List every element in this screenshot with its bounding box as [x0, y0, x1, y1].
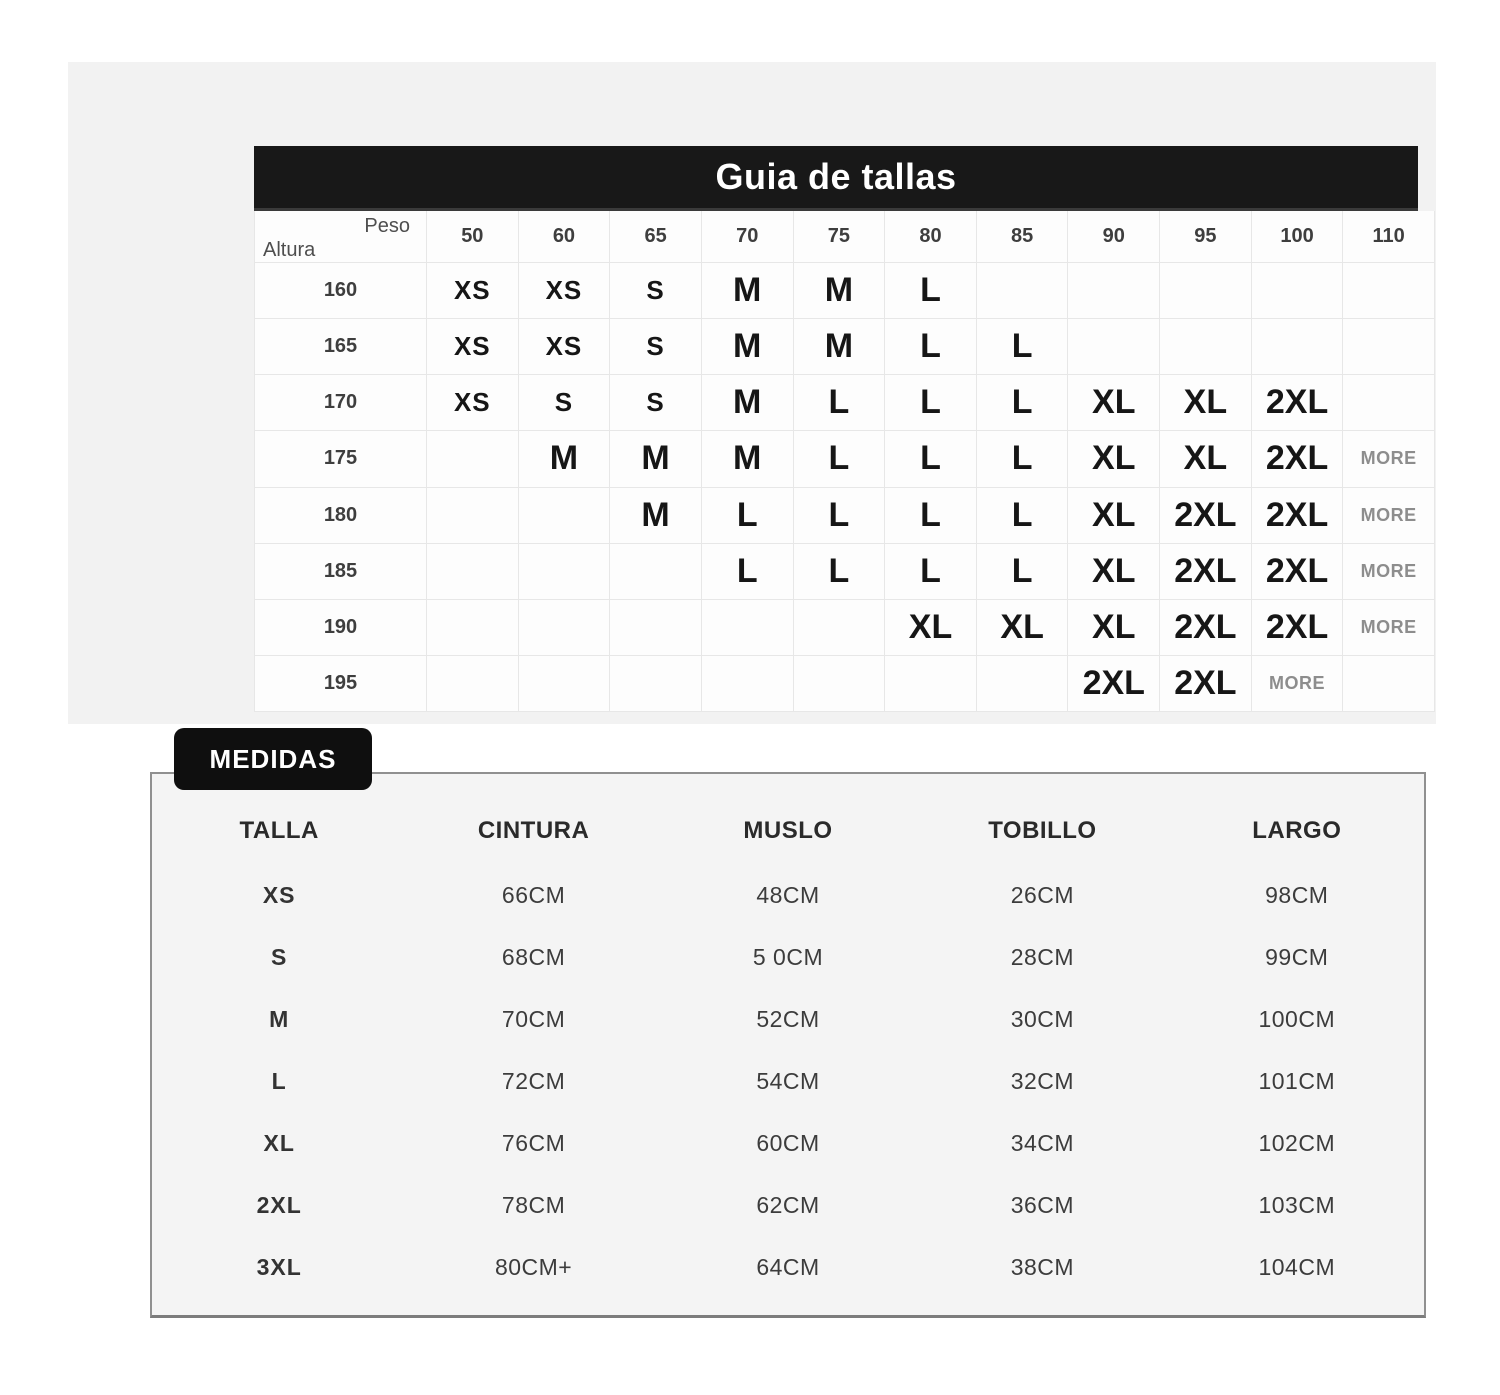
weight-header: 70: [702, 211, 794, 263]
measure-cell: 70CM: [501, 1005, 566, 1032]
size-cell: XS: [427, 319, 519, 375]
size-cell: L: [794, 488, 886, 544]
size-cell-empty: [427, 656, 519, 712]
size-cell-empty: [702, 656, 794, 712]
size-cell-empty: [1343, 263, 1435, 319]
size-cell: S: [610, 319, 702, 375]
measure-header: TALLA: [239, 817, 319, 844]
size-cell-empty: [519, 656, 611, 712]
weight-header: 80: [885, 211, 977, 263]
size-guide-title-bar: [254, 146, 1418, 208]
size-cell: L: [794, 431, 886, 487]
talla-cell: M: [269, 1005, 290, 1032]
size-cell-empty: [794, 600, 886, 656]
talla-cell: S: [271, 943, 288, 970]
size-cell: L: [794, 375, 886, 431]
measure-cell: 62CM: [756, 1191, 820, 1218]
size-cell: XL: [1160, 375, 1252, 431]
measure-cell: 28CM: [1010, 943, 1075, 970]
size-cell-empty: [1068, 319, 1160, 375]
size-cell: 2XL: [1068, 656, 1160, 712]
size-cell: XL: [1068, 544, 1160, 600]
size-cell: M: [702, 431, 794, 487]
size-cell: 2XL: [1252, 375, 1344, 431]
measure-header: MUSLO: [743, 817, 833, 844]
size-cell: 2XL: [1252, 600, 1344, 656]
size-cell-empty: [610, 600, 702, 656]
altura-axis-label: Altura: [263, 239, 316, 261]
size-cell: S: [610, 263, 702, 319]
size-cell: XS: [519, 319, 611, 375]
size-cell-empty: [1068, 263, 1160, 319]
weight-header: 50: [427, 211, 519, 263]
size-cell: 2XL: [1252, 431, 1344, 487]
height-label: 190: [255, 600, 427, 656]
peso-axis-label: Peso: [364, 215, 410, 237]
measurements-table: [152, 798, 1424, 1298]
measure-cell: 52CM: [756, 1005, 820, 1032]
measure-cell: 68CM: [501, 943, 566, 970]
size-cell: L: [977, 319, 1069, 375]
corner-cell: [255, 211, 427, 263]
weight-header: 85: [977, 211, 1069, 263]
size-cell-empty: [427, 600, 519, 656]
measure-cell: 100CM: [1258, 1005, 1336, 1032]
size-cell: L: [885, 375, 977, 431]
size-chart-grid: [254, 211, 1435, 712]
size-cell: XS: [427, 263, 519, 319]
size-cell: L: [702, 544, 794, 600]
height-label: 175: [255, 431, 427, 487]
size-cell: MORE: [1343, 431, 1435, 487]
size-cell: XL: [1160, 431, 1252, 487]
measure-cell: 103CM: [1258, 1191, 1336, 1218]
size-cell: M: [610, 431, 702, 487]
size-cell: M: [794, 319, 886, 375]
measure-cell: 54CM: [756, 1067, 820, 1094]
size-cell: L: [702, 488, 794, 544]
size-cell: M: [702, 375, 794, 431]
measurements-tag-label: MEDIDAS: [209, 743, 337, 774]
measure-cell: 48CM: [756, 881, 820, 908]
weight-header: 110: [1343, 211, 1435, 263]
measure-cell: 64CM: [756, 1253, 820, 1280]
size-cell: XL: [1068, 600, 1160, 656]
measure-cell: 98CM: [1265, 881, 1329, 908]
size-cell-empty: [977, 263, 1069, 319]
measure-header: CINTURA: [477, 817, 590, 844]
measure-header: LARGO: [1252, 817, 1342, 844]
measure-cell: 76CM: [501, 1129, 566, 1156]
size-cell-empty: [794, 656, 886, 712]
size-cell: L: [885, 488, 977, 544]
size-cell-empty: [977, 656, 1069, 712]
size-cell: MORE: [1343, 488, 1435, 544]
talla-cell: XS: [262, 881, 296, 908]
size-guide-title: Guia de tallas: [715, 156, 957, 197]
height-label: 165: [255, 319, 427, 375]
height-label: 170: [255, 375, 427, 431]
size-cell: XS: [427, 375, 519, 431]
weight-header: 65: [610, 211, 702, 263]
talla-cell: XL: [263, 1129, 295, 1156]
size-cell-empty: [702, 600, 794, 656]
talla-cell: L: [271, 1067, 287, 1094]
measure-cell: 72CM: [501, 1067, 566, 1094]
measure-cell: 78CM: [501, 1191, 566, 1218]
measure-cell: 104CM: [1258, 1253, 1336, 1280]
size-cell-empty: [1343, 319, 1435, 375]
size-cell: S: [519, 375, 611, 431]
size-cell-empty: [519, 544, 611, 600]
measure-cell: 26CM: [1010, 881, 1075, 908]
size-cell: M: [519, 431, 611, 487]
measure-cell: 60CM: [756, 1129, 820, 1156]
size-cell-empty: [610, 656, 702, 712]
size-cell-empty: [427, 488, 519, 544]
height-label: 195: [255, 656, 427, 712]
size-cell: S: [610, 375, 702, 431]
size-cell-empty: [427, 544, 519, 600]
size-cell-empty: [427, 431, 519, 487]
size-cell: 2XL: [1160, 600, 1252, 656]
size-cell: M: [610, 488, 702, 544]
size-cell: M: [702, 319, 794, 375]
size-cell-empty: [610, 544, 702, 600]
measure-cell: 5 0CM: [752, 943, 824, 970]
size-cell-empty: [885, 656, 977, 712]
measurements-tag: [174, 728, 372, 790]
size-cell: L: [977, 375, 1069, 431]
size-cell: MORE: [1343, 600, 1435, 656]
size-cell: 2XL: [1252, 544, 1344, 600]
size-cell: M: [794, 263, 886, 319]
size-cell: 2XL: [1160, 656, 1252, 712]
size-cell: MORE: [1252, 656, 1344, 712]
height-label: 160: [255, 263, 427, 319]
size-cell-empty: [1160, 319, 1252, 375]
size-cell-empty: [519, 600, 611, 656]
size-cell-empty: [1160, 263, 1252, 319]
talla-cell: 2XL: [256, 1191, 302, 1218]
size-cell: M: [702, 263, 794, 319]
weight-header: 100: [1252, 211, 1344, 263]
measure-cell: 30CM: [1010, 1005, 1075, 1032]
size-cell: XL: [977, 600, 1069, 656]
size-cell-empty: [519, 488, 611, 544]
height-label: 185: [255, 544, 427, 600]
size-cell: L: [977, 488, 1069, 544]
size-cell: XS: [519, 263, 611, 319]
size-cell-empty: [1343, 656, 1435, 712]
size-cell-empty: [1343, 375, 1435, 431]
size-cell: XL: [885, 600, 977, 656]
size-cell: XL: [1068, 431, 1160, 487]
weight-header: 90: [1068, 211, 1160, 263]
measure-cell: 99CM: [1265, 943, 1329, 970]
measure-header: TOBILLO: [988, 817, 1097, 844]
size-cell: L: [885, 263, 977, 319]
measure-cell: 101CM: [1258, 1067, 1336, 1094]
weight-header: 60: [519, 211, 611, 263]
talla-cell: 3XL: [256, 1253, 302, 1280]
size-cell: L: [885, 319, 977, 375]
weight-header: 75: [794, 211, 886, 263]
measure-cell: 36CM: [1010, 1191, 1075, 1218]
measure-cell: 34CM: [1010, 1129, 1075, 1156]
measure-cell: 66CM: [501, 881, 566, 908]
size-cell-empty: [1252, 319, 1344, 375]
measure-cell: 38CM: [1010, 1253, 1075, 1280]
size-cell: L: [977, 544, 1069, 600]
size-cell: 2XL: [1160, 488, 1252, 544]
size-cell: L: [977, 431, 1069, 487]
measure-cell: 102CM: [1258, 1129, 1336, 1156]
size-cell: XL: [1068, 375, 1160, 431]
size-cell: 2XL: [1252, 488, 1344, 544]
weight-header: 95: [1160, 211, 1252, 263]
size-cell: MORE: [1343, 544, 1435, 600]
size-cell: L: [794, 544, 886, 600]
size-cell: 2XL: [1160, 544, 1252, 600]
measure-cell: 80CM+: [494, 1253, 573, 1280]
size-chart-panel: [68, 62, 1436, 724]
size-cell: L: [885, 544, 977, 600]
height-label: 180: [255, 488, 427, 544]
size-cell-empty: [1252, 263, 1344, 319]
size-cell: XL: [1068, 488, 1160, 544]
measure-cell: 32CM: [1010, 1067, 1075, 1094]
size-cell: L: [885, 431, 977, 487]
